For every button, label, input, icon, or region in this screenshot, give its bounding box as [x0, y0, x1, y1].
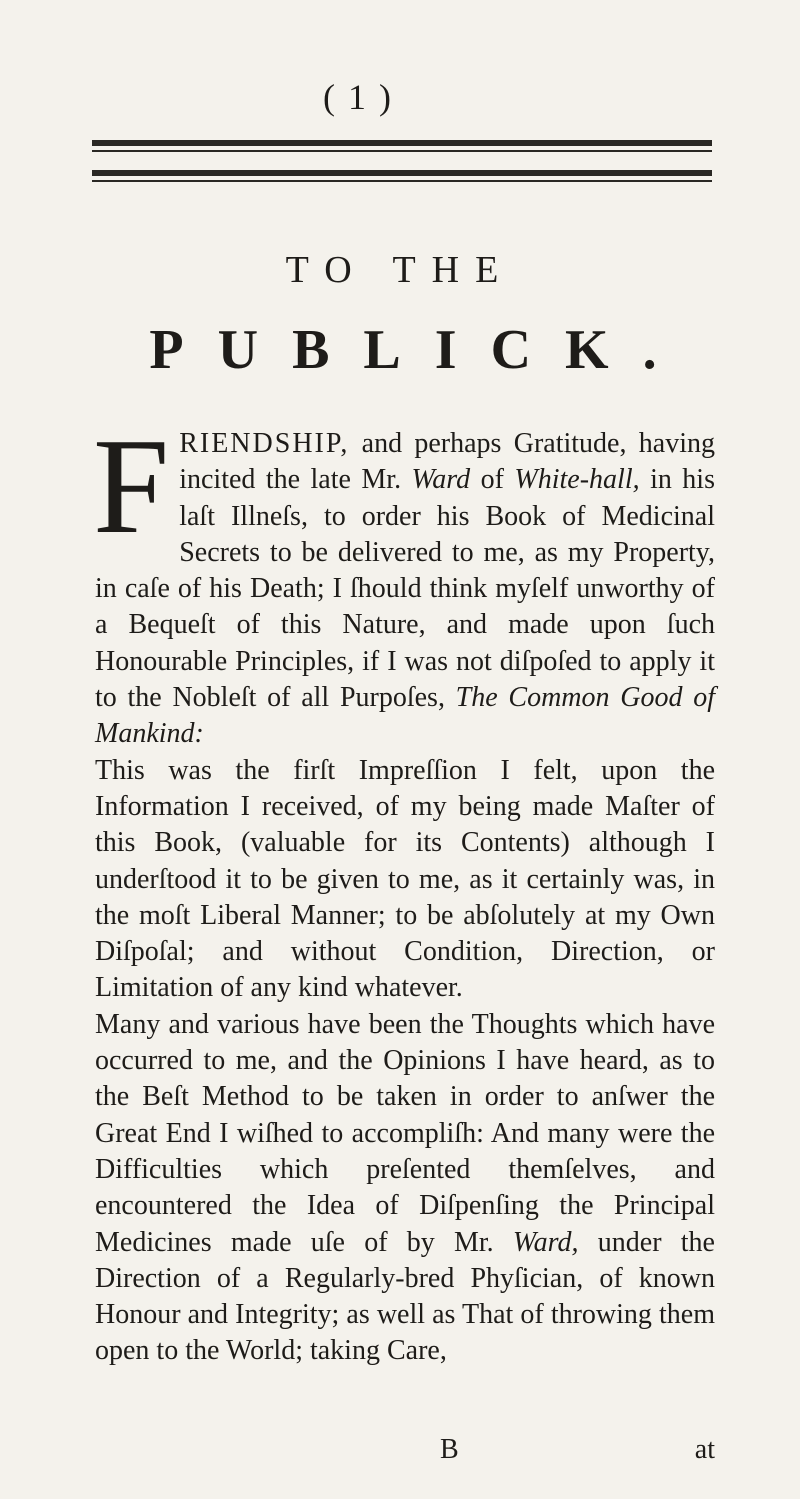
signature-mark: B — [440, 1434, 459, 1465]
paragraph-1-text-b: of — [470, 464, 515, 496]
paragraph-1-text-a: and perhaps Gratitude, having incited the late Mr. — [179, 428, 715, 496]
page-footer — [95, 1434, 715, 1470]
first-word: RIENDSHIP, — [179, 428, 350, 459]
paragraph-3-text-a: Many and various have been the Thoughts which have occurred to me, and the Opinions I have heard, as to the Beſt Method to be taken in order to anſwer the Great End I wiſhed to accompliſh: And many were the Difficulties which preſented themſelves, and encountered the Idea of Diſpenſing the Principal Medicines made uſe of by Mr. — [95, 1008, 715, 1258]
paragraph-1 — [93, 410, 715, 753]
catchword: at — [694, 1434, 715, 1465]
paragraph-2: This was the firſt Impreſſion I felt, upon the Information I received, of my being made Maſter of this Book, (valuable for its Contents) although I underſtood it to be given to me, as it certainly was, in the moſt Liberal Manner; to be abſolutely at my Own Diſpoſal; and without Condition, Direction, or Limitation of any kind whatever. — [95, 754, 715, 1004]
paragraph-1-text-c: in his laſt Illneſs, to order his Book of Medicinal Secrets to be delivered to me, as my Property, in caſe of his Death; I ſhould think myſelf unworthy of a Bequeſt of this Nature, and made upon ſuch Honourable Principles, if I was not diſpoſed to apply it to the Nobleſt of all Purpoſes, — [95, 464, 715, 714]
body-text — [93, 410, 715, 1370]
heading-line-2: PUBLICK. — [149, 319, 691, 381]
paragraph-3-text-b: under the Direction of a Regularly-bred Phyſician, of known Honour and Integrity; as well as That of throwing them open to the World; taking Care, — [95, 1226, 715, 1367]
ornamental-rule-top-thin — [92, 150, 712, 152]
ornamental-rule-bottom-thin — [92, 180, 712, 182]
paragraph-3 — [95, 1007, 715, 1370]
page-number: ( 1 ) — [323, 77, 393, 117]
heading-line-1: TO THE — [285, 249, 515, 291]
place-whitehall: White-hall, — [514, 464, 640, 496]
ornamental-rule-top-thick — [92, 140, 712, 146]
name-ward: Ward — [411, 464, 471, 496]
ornamental-rule-bottom-thick — [92, 170, 712, 176]
motto: The Common Good of Mankind: — [95, 682, 715, 750]
name-ward-2: Ward, — [512, 1226, 579, 1258]
drop-cap: F — [93, 410, 170, 562]
